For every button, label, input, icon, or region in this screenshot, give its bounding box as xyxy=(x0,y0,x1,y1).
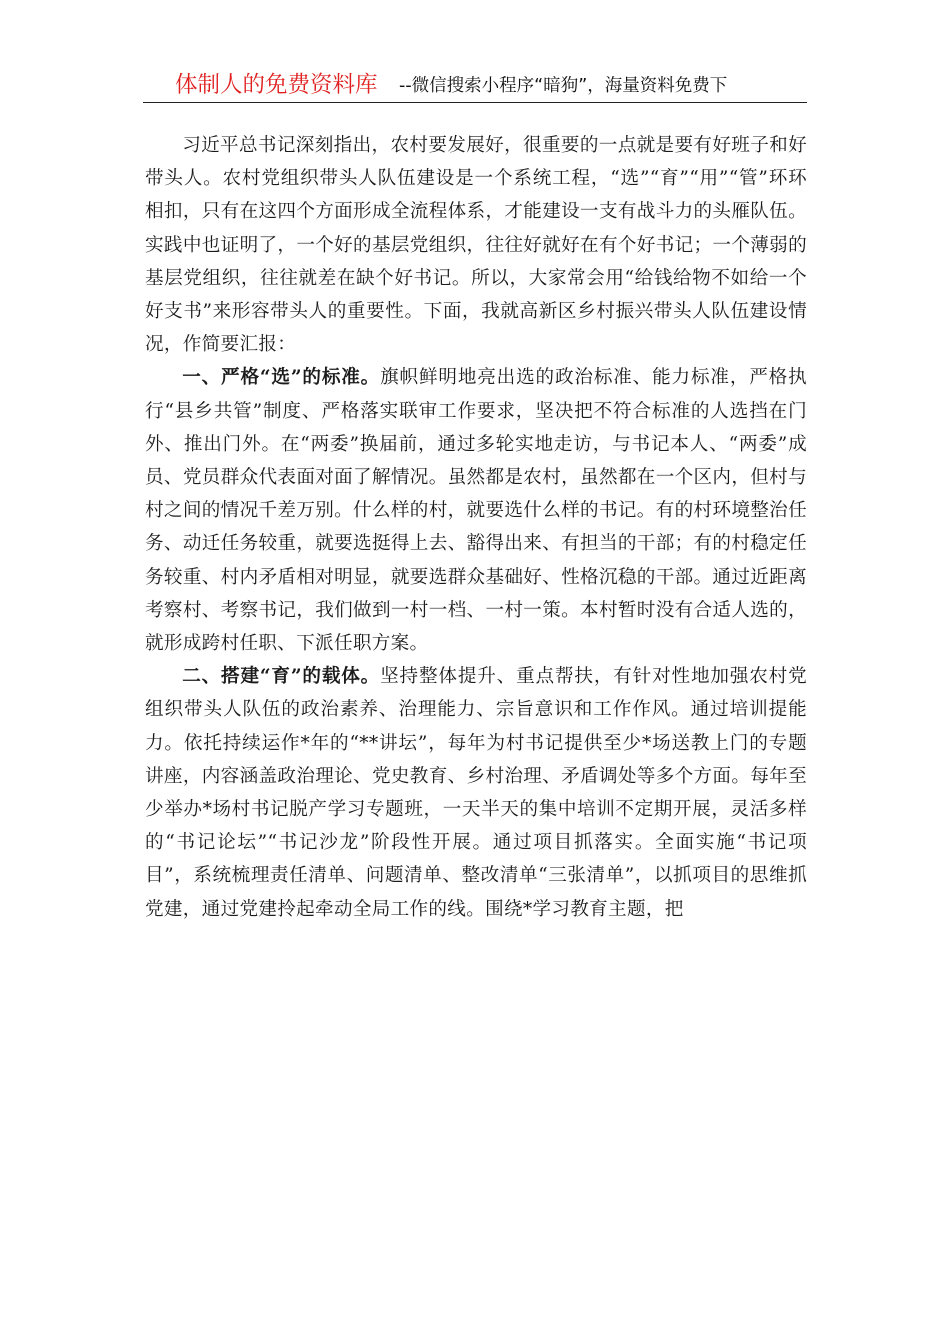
paragraph-text: 旗帜鲜明地亮出选的政治标准、能力标准，严格执行“县乡共管”制度、严格落实联审工作要求，坚决把不符合标准的人选挡在门外、推出门外。在“两委”换届前，通过多轮实地走访，与书记本人、“两委”成员、党员群众代表面对面了解情况。虽然都是农村，虽然都在一个区内，但村与村之间的情况千差万别。什么样的村，就要选什么样的书记。有的村环境整治任务、动迁任务较重，就要选挺得上去、豁得出来、有担当的干部；有的村稳定任务较重、村内矛盾相对明显，就要选群众基础好、性格沉稳的干部。通过近距离考察村、考察书记，我们做到一村一档、一村一策。本村暂时没有合适人选的，就形成跨村任职、下派任职方案。 xyxy=(145,367,807,655)
section-heading: 一、严格“选”的标准。 xyxy=(182,367,381,389)
paragraph-section-2 xyxy=(145,660,807,926)
section-heading: 二、搭建“育”的载体。 xyxy=(182,666,381,688)
paragraph-intro xyxy=(145,129,807,361)
paragraph-text: 习近平总书记深刻指出，农村要发展好，很重要的一点就是要有好班子和好带头人。农村党组织带头人队伍建设是一个系统工程，“选”“育”“用”“管”环环相扣，只有在这四个方面形成全流程体系，才能建设一支有战斗力的头雁队伍。实践中也证明了，一个好的基层党组织，往往好就好在有个好书记；一个薄弱的基层党组织，往往就差在缺个好书记。所以，大家常会用“给钱给物不如给一个好支书”来形容带头人的重要性。下面，我就高新区乡村振兴带头人队伍建设情况，作简要汇报： xyxy=(145,135,807,356)
header-brand: 体制人的免费资料库 xyxy=(175,72,378,98)
header-slogan: --微信搜索小程序“暗狗”，海量资料免费下 xyxy=(399,76,728,96)
body-text xyxy=(145,129,807,926)
paragraph-text: 坚持整体提升、重点帮扶，有针对性地加强农村党组织带头人队伍的政治素养、治理能力、宗旨意识和工作作风。通过培训提能力。依托持续运作*年的“**讲坛”，每年为村书记提供至少*场送教上门的专题讲座，内容涵盖政治理论、党史教育、乡村治理、矛盾调处等多个方面。每年至少举办*场村书记脱产学习专题班，一天半天的集中培训不定期开展，灵活多样的“书记论坛”“书记沙龙”阶段性开展。通过项目抓落实。全面实施“书记项目”，系统梳理责任清单、问题清单、整改清单“三张清单”，以抓项目的思维抓党建，通过党建拎起牵动全局工作的线。围绕*学习教育主题，把 xyxy=(145,666,807,920)
paragraph-section-1 xyxy=(145,361,807,660)
page-header xyxy=(143,70,807,103)
